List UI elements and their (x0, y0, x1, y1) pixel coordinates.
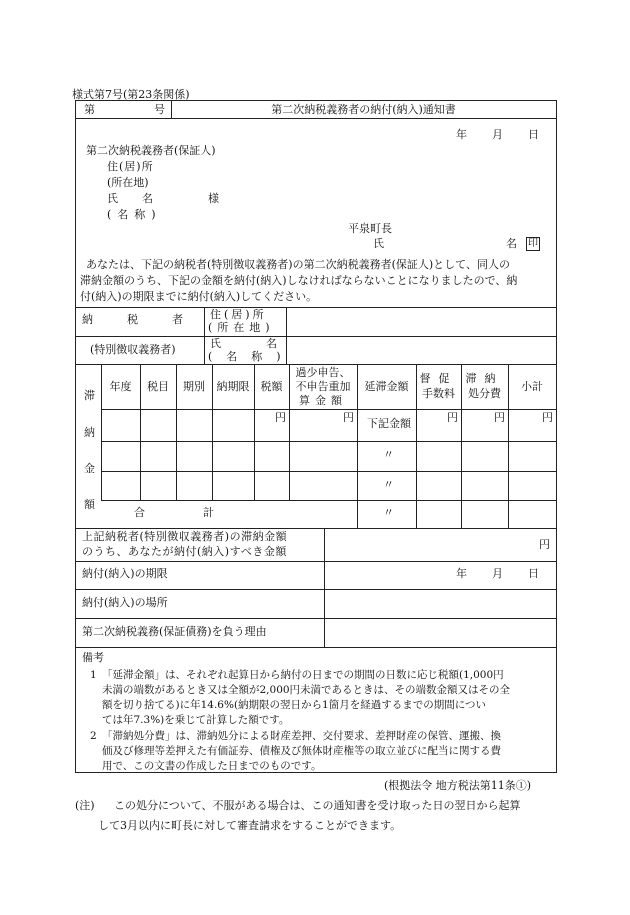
col-fee-line2: 手数料 (422, 387, 455, 400)
col-additional-line3: 算金額 (299, 394, 347, 407)
remark-1-line-1: 「延滞金額」は、それぞれ起算日から納付の日までの期間の日数に応じ税額(1,000円 (102, 669, 504, 681)
arrears-side-char-2: 納 (84, 426, 95, 439)
amount-due-label-1: 上記納税者(特別徴収義務者)の滞納金額 (82, 530, 288, 543)
col-disposition-line1: 滞納 (465, 372, 504, 385)
amount-due-label-2: のうち、あなたが納付(納入)すべき金額 (82, 545, 287, 558)
arrears-side-char-1: 滞 (84, 389, 95, 402)
arrears-side-char-4: 額 (84, 498, 95, 511)
remarks-heading: 備考 (82, 651, 104, 664)
col-delay: 延滞金額 (364, 380, 409, 393)
addressee-address-alt: (所在地) (107, 176, 149, 189)
taxpayer-address-alt: (所在地) (208, 321, 275, 334)
total-label: 合計 (134, 506, 272, 519)
number-label: 第 (84, 103, 95, 116)
ditto-row-2: 〃 (383, 448, 394, 461)
deadline-label: 納付(納入)の期限 (82, 567, 168, 580)
col-disposition-line2: 処分費 (468, 387, 501, 400)
number-suffix: 号 (154, 103, 165, 116)
col-tax-amount: 税額 (260, 380, 283, 393)
col-subtotal: 小計 (521, 380, 543, 393)
place-label: 納付(納入)の場所 (82, 596, 168, 609)
taxpayer-name-label: 氏名 (210, 337, 322, 350)
col-additional-line2: 不申告重加 (295, 380, 351, 393)
taxpayer-name-alt: (名称) (208, 350, 295, 363)
note-line-2: して3月以内に町長に対して審査請求をすることができます。 (98, 819, 402, 832)
remark-2-number: 2 (90, 730, 97, 742)
body-line-3: 付(納入)の期限までに納付(納入)してください。 (80, 290, 318, 303)
reason-label: 第二次納税義務(保証債務)を負う理由 (82, 625, 267, 638)
yen-additional: 円 (343, 411, 354, 424)
date-month: 月 (492, 128, 503, 141)
addressee-heading: 第二次納税義務者(保証人) (86, 144, 216, 157)
remark-2-line-1: 「滞納処分費」は、滞納処分による財産差押、交付要求、差押財産の保管、運搬、換 (102, 730, 501, 742)
remark-1-number: 1 (90, 669, 97, 681)
date-day: 日 (528, 128, 539, 141)
yen-subtotal: 円 (542, 411, 553, 424)
ditto-row-total: 〃 (383, 506, 394, 519)
note-line-1: この処分について、不服がある場合は、この通知書を受け取った日の翌日から起算 (114, 799, 521, 812)
remark-2-line-3: 用で、この文書の作成した日までのものです。 (102, 760, 322, 772)
deadline-day: 日 (528, 567, 539, 580)
form-title: 第二次納税義務者の納付(納入)通知書 (271, 103, 456, 116)
remark-1-line-3: 額を切り捨てる)に年14.6%(納期限の翌日から1箇月を経過するまでの期間につい (102, 699, 487, 711)
col-tax-item: 税目 (147, 380, 169, 393)
yen-tax-amount: 円 (275, 411, 286, 424)
col-additional-line1: 過少申告、 (295, 366, 351, 379)
issuer-name-label-1: 氏 (373, 237, 384, 250)
body-line-2: 滞納金額のうち、下記の金額を納付(納入)しなければならないことになりましたので、納 (80, 274, 518, 287)
yen-disposition: 円 (494, 411, 505, 424)
remark-1-line-4: ては年7.3%)を乗じて計算した額です。 (102, 714, 290, 726)
amount-due-yen: 円 (539, 538, 550, 551)
addressee-address-label: 住(居)所 (107, 160, 154, 173)
deadline-year: 年 (456, 567, 467, 580)
remark-1-line-2: 未満の端数があるとき又は全額が2,000円未満であるときは、その端数金額又はその全 (102, 684, 511, 696)
legal-basis: (根拠法令 地方税法第11条①) (384, 779, 532, 792)
taxpayer-sub-label: (特別徴収義務者) (90, 343, 176, 356)
issuer-title: 平泉町長 (348, 222, 392, 235)
note-label: (注) (75, 799, 95, 812)
seal-stamp: 印 (528, 238, 538, 249)
issuer-name-label-2: 名 (506, 237, 517, 250)
ditto-row-3: 〃 (383, 478, 394, 491)
yen-fee: 円 (447, 411, 458, 424)
body-line-1: あなたは、下記の納税者(特別徴収義務者)の第二次納税義務者(保証人)として、同人の (86, 258, 510, 271)
col-due: 納期限 (216, 380, 250, 393)
col-period: 期別 (183, 380, 205, 393)
date-year: 年 (456, 128, 467, 141)
arrears-side-char-3: 金 (84, 462, 95, 475)
notice-form (75, 100, 557, 773)
col-year: 年度 (109, 380, 132, 393)
addressee-name-alt: (名称) (107, 208, 162, 221)
deadline-month: 月 (492, 567, 503, 580)
delay-first-row: 下記金額 (367, 417, 411, 430)
addressee-name-label: 氏名 (107, 192, 177, 205)
taxpayer-address-label: 住(居)所 (210, 308, 267, 321)
form-number: 様式第7号(第23条関係) (72, 88, 190, 101)
addressee-name-sama: 様 (208, 192, 219, 205)
remark-2-line-2: 価及び修理等差押えた有価証券、債権及び無体財産権等の取立並びに配当に関する費 (102, 745, 501, 757)
taxpayer-label: 納税者 (82, 313, 217, 326)
col-fee-line1: 督促 (419, 372, 458, 385)
